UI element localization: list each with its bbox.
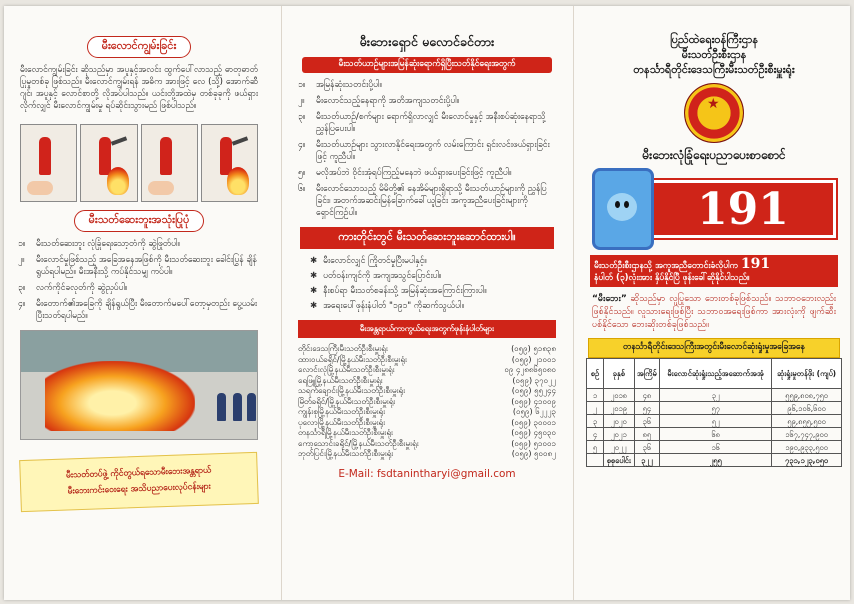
banner-line-2: မီးဘေးကင်းဝေးရေး အသိပညာပေးလုပ်ငန်းများ <box>67 481 211 497</box>
table-row: ကော့သောင်းခရိုင်/မြို့နယ်မီးသတ်ဦးစီးမှူးရုံး (၀၅၉) ၅၁၀၀၁ <box>298 438 556 448</box>
fire-response-rules <box>296 79 558 219</box>
step-4-image <box>201 124 258 202</box>
list-item: ✱ နီးစပ်ရာ မီးသတ်စခန်းသို့ အမြန်ဆုံးအကြောင်းကြားပါ။ <box>310 286 487 296</box>
brochure-sheet <box>4 6 850 600</box>
table-row: ၃ ၂၀၂၀ ၃၆ ၅၂ ၅၉,၈၅၅,၅၀၀ <box>587 415 842 428</box>
fire-training-photo <box>20 330 258 440</box>
list-item: ၄။ မီးတောက်၏အခြေကို ချိန်ရွယ်ပြီး မီးတောက်မပေါ်တော့မှတည်း ပွေ့ယမ်းပြီးသတ်ရပါမည်။ <box>18 299 258 321</box>
extinguisher-steps-illustration <box>20 124 258 202</box>
fold-line <box>281 6 282 600</box>
table-row: ၄ ၂၀၂၁ ၈၅ ၆၈ ၁၆၇,၇၄၇,၉၀၀ <box>587 428 842 441</box>
fire-disaster-description <box>592 293 836 332</box>
fire-description-text: ဆိုသည်မှာ လူပြုသော ဘေးတစ်ခုဖြစ်သည်။ သဘာဝဘေးလည်း ဖြစ်နိုင်သည်။ လူသားရေးဖြစ်ပြီး သဘာဝအရေးဖြစ်ကာ အားလုံးကို ဖျက်ဆီးပစ်နိုင်သော ဘေးဆိုးတစ်ခုဖြစ်သည်။ <box>592 294 836 330</box>
table-row: ၂ ၂၀၁၉ ၅၄ ၅၇ ၉၆,၁၀၆,၆၀၀ <box>587 402 842 415</box>
combustion-paragraph: မီးလောင်ကျွမ်းခြင်း ဆိုသည်မှာ အပူနှင့်အလင်း ထွက်ပေါ်လာသည့် ဓာတုဓာတ်ပြုမှုတစ်ခု ဖြစ်သည်။ မီးလောင်ကျွမ်းရန် အဓိက အားဖြင့် လေ (သို့) အောက်ဆီဂျင်၊ အပူနှင့် လောင်စာတို့ လိုအပ်ပါသည်။ ယင်းတို့အထဲမှ တစ်ခုခုကို ဖယ်ရှားလိုက်လျှင် မီးလောင်ကျွမ်းမှု ရပ်ဆိုင်းသွားမည် ဖြစ်ပါသည်။ <box>20 65 258 111</box>
list-item: ၂။ မီးလောင်မှုဖြစ်သည့် အခြေအနေအဖြစ်ကို မီးသတ်ဆေးဘူး ခေါင်းပြွန် ချိန်ရွယ်ရပါမည်။ မီးအနီးသို့ ကပ်နိုင်သမျှ ကပ်ပါ။ <box>18 255 257 277</box>
table-row: မြိတ်ခရိုင်/မြို့နယ်မီးသတ်ဦးစီးမှူးရုံး (၀၅၉) ၄၁၀၀၉ <box>298 396 556 406</box>
table-row: ဘုတ်ပြင်းမြို့နယ်မီးသတ်ဦးစီးမှူးရုံး (၀၅၉) ၅၀၀၈၂ <box>298 449 556 458</box>
fire-loss-table <box>586 358 842 467</box>
regional-office-name: တနင်္သာရီတိုင်းဒေသကြီးမီးသတ်ဦးစီးမှူးရုံး <box>633 63 795 76</box>
fire-truck-subtitle: မီးသတ်ယာဉ်များအမြန်ဆုံးရောက်ရှိပြီးသတ်နိုင်ရေးအတွက် <box>302 57 552 73</box>
fire-loss-table-title: တနင်္သာရီတိုင်းဒေသကြီးအတွင်းမီးလောင်ဆုံးရှုံးမှုအခြေအနေ <box>588 338 840 358</box>
awareness-banner <box>19 452 259 512</box>
table-row: လောင်းလုံမြို့နယ်မီးသတ်ဦးစီးမှူးရုံး ၀၉ ၄၂၈၈၆၅၀၈၀ <box>298 365 556 374</box>
list-item: ၃။ မီးသတ်ယာဉ်/စက်များ ရောက်ရှိလာလျှင် မီးလောင်မှုနှင့် အနီးစပ်ဆုံးနေရာသို့ ညွှန်ပြပေးပါ။ <box>298 112 546 134</box>
table-row: ၅ ၂၀၂၂ ၃၆ ၁၆ ၁၉၀,၉၃၃,၅၀၀ <box>587 441 842 454</box>
safety-tips <box>296 255 558 312</box>
car-extinguisher-headline: ကားတိုင်းတွင် မီးသတ်ဆေးဘူးဆောင်ထားပါ။ <box>300 227 554 249</box>
slogan-title: မီးဘေးရှောင် မလောင်ခင်တား <box>359 34 495 49</box>
list-item: ၆။ မီးလောင်သောသည့် မိမိတို့၏ နေအိမ်များရှိရာသို့ မီးသတ်ယာဉ်များကို ညွှန်ပြခြင်း၊ အတက်အဆင်းမြန်ခြောက်ခေါ်ယူခြင်း အကူအညီပေးခြင်းများကို ရှောင်ကြဉ်ပါ။ <box>298 184 547 218</box>
list-item: ၂။ မီးလောင်သည့်နေရာကို အတိအကျသတင်းပို့ပါ။ <box>298 96 460 106</box>
list-item: ✱ ပတ်ဝန်းကျင်ကို အကျအသွင်ပြောင်းပါ။ <box>310 271 442 281</box>
phone-mascot-icon <box>592 168 654 250</box>
list-item: ၁။ အမြန်ဆုံးသတင်းပို့ပါ။ <box>298 80 382 90</box>
star-icon: ✱ <box>310 271 318 281</box>
list-item: ✱ မီးလောင်လျှင် ကြိုတင်မှုပြီးမပါနှင့်။ <box>310 256 427 266</box>
star-icon: ✱ <box>310 256 318 266</box>
table-total-row: စုစုပေါင်း ၃၂၂ ၂၅၅ ၇၃၁,၁၂၃,၀၅၀ <box>587 454 842 467</box>
department-name: မီးသတ်ဦးစီးဌာန <box>681 48 747 61</box>
phone-directory <box>296 344 558 460</box>
emergency-call-graphic <box>592 169 836 249</box>
list-item: ၁။ မီးသတ်ဆေးဘူး လုံခြုံရေးသော့တံကို ဆွဲဖြုတ်ပါ။ <box>18 239 181 249</box>
fold-line <box>573 6 574 600</box>
table-header-row: စဉ် ခုနှစ် အကြိမ် မီးလောင်ဆုံးရှုံးသည့်အဆောက်အအုံ ဆုံးရှုံးမှုတန်ဖိုး (ကျပ်) <box>587 359 842 389</box>
table-row: ရေဖြူမြို့နယ်မီးသတ်ဦးစီးမှူးရုံး (၀၅၉) ၃၇၀၂၂ <box>298 375 556 385</box>
list-item: ၄။ မီးသတ်ယာဉ်များ သွားလာနိုင်ရေးအတွက် လမ်းကြောင်း ရှင်းလင်းဖယ်ရှားခြင်းဖြင့် ကူညီပါ။ <box>298 140 550 162</box>
fire-services-emblem-icon: ★ <box>684 83 744 143</box>
right-panel <box>578 6 850 600</box>
table-row: ပုလောမြို့နယ်မီးသတ်ဦးစီးမှူးရုံး (၀၅၉) ၃၀၀၀၁ <box>298 417 556 427</box>
call-text: မီးသတ်ဦးစီးဌာနသို့ အကူအညီတောင်းခံလိုပါက <box>594 261 738 271</box>
star-icon: ✱ <box>310 301 318 311</box>
campaign-title: မီးဘေးလုံခြုံရေးပညာပေးစာစောင် <box>642 148 786 162</box>
email-address: E-Mail: fsdtanintharyi@gmail.com <box>338 467 516 480</box>
call-instructions <box>590 255 838 287</box>
organization-name <box>586 32 842 77</box>
table-row: ကျွန်းစုမြို့နယ်မီးသတ်ဦးစီးမှူးရုံး (၀၅၉) ၆၂၂၂၃ <box>298 407 556 416</box>
phone-directory-title: မီးအန္တရာယ်ကာကွယ်ရေးအတွက်ဖုန်းနံပါတ်များ <box>298 320 556 338</box>
table-row: ထားဝယ်ခရိုင်/မြို့နယ်မီးသတ်ဦးစီးမှူးရုံး (၀၅၉) ၂၁၀၀၁ <box>298 354 556 364</box>
middle-panel <box>286 6 568 600</box>
extinguisher-usage-heading: မီးသတ်ဆေးဘူးအသုံးပြုပုံ <box>74 210 205 232</box>
call-text-2: နံပါတ် (၃)လုံးအား နှိပ်နိုင်ပြီ ဖုန်းခေါ်ဆိုနိုင်ပါသည်။ <box>594 273 750 283</box>
ministry-name: ပြည်ထဲရေးဝန်ကြီးဌာန <box>669 33 759 46</box>
list-item: ၃။ လက်ကိုင်ခလုတ်ကို ဆွဲညှပ်ပါ။ <box>18 283 128 293</box>
list-item: ✱ အရေးပေါ်ဖုန်းနံပါတ် "၁၉၁" ကိုဆက်သွယ်ပါ။ <box>310 301 465 311</box>
call-number: 191 <box>740 256 771 272</box>
banner-line-1: မီးသတ်တပ်ဖွဲ့ ကိုင်တွယ်ရသောမီးဘေးအန္တရာယ် <box>65 465 212 481</box>
star-icon: ✱ <box>310 286 318 296</box>
step-2-image <box>80 124 137 202</box>
list-item: ၅။ မလိုအပ်ဘဲ ဝိုင်းအုံရပ်ကြည့်မနေဘဲ ဖယ်ရှားပေးခြင်းဖြင့် ကူညီပါ။ <box>298 168 512 178</box>
combustion-heading: မီးလောင်ကျွမ်းခြင်း <box>87 36 192 58</box>
step-1-image <box>20 124 77 202</box>
left-panel <box>4 6 276 600</box>
table-row: တနင်္သာရီမြို့နယ်မီးသတ်ဦးစီးမှူးရုံး (၀၅၉) ၄၅၀၃၀ <box>298 428 556 437</box>
fire-quote: “မီးဘေး” <box>592 294 627 304</box>
extinguisher-steps-list <box>16 238 262 322</box>
step-3-image <box>141 124 198 202</box>
table-row: တိုင်းဒေသကြီးမီးသတ်ဦးစီးမှူးရုံး (၀၅၉) ၅၁၈၃၈ <box>298 344 556 353</box>
emergency-number: 191 <box>650 180 836 238</box>
table-row: ၁ ၂၀၁၈ ၄၈ ၃၂ ၅၅၉,၈၀၈,၇၅၀ <box>587 389 842 402</box>
table-row: သရက်ချောင်းမြို့နယ်မီးသတ်ဦးစီးမှူးရုံး (၀၅၉) ၅၅၂၄၄ <box>298 386 556 395</box>
